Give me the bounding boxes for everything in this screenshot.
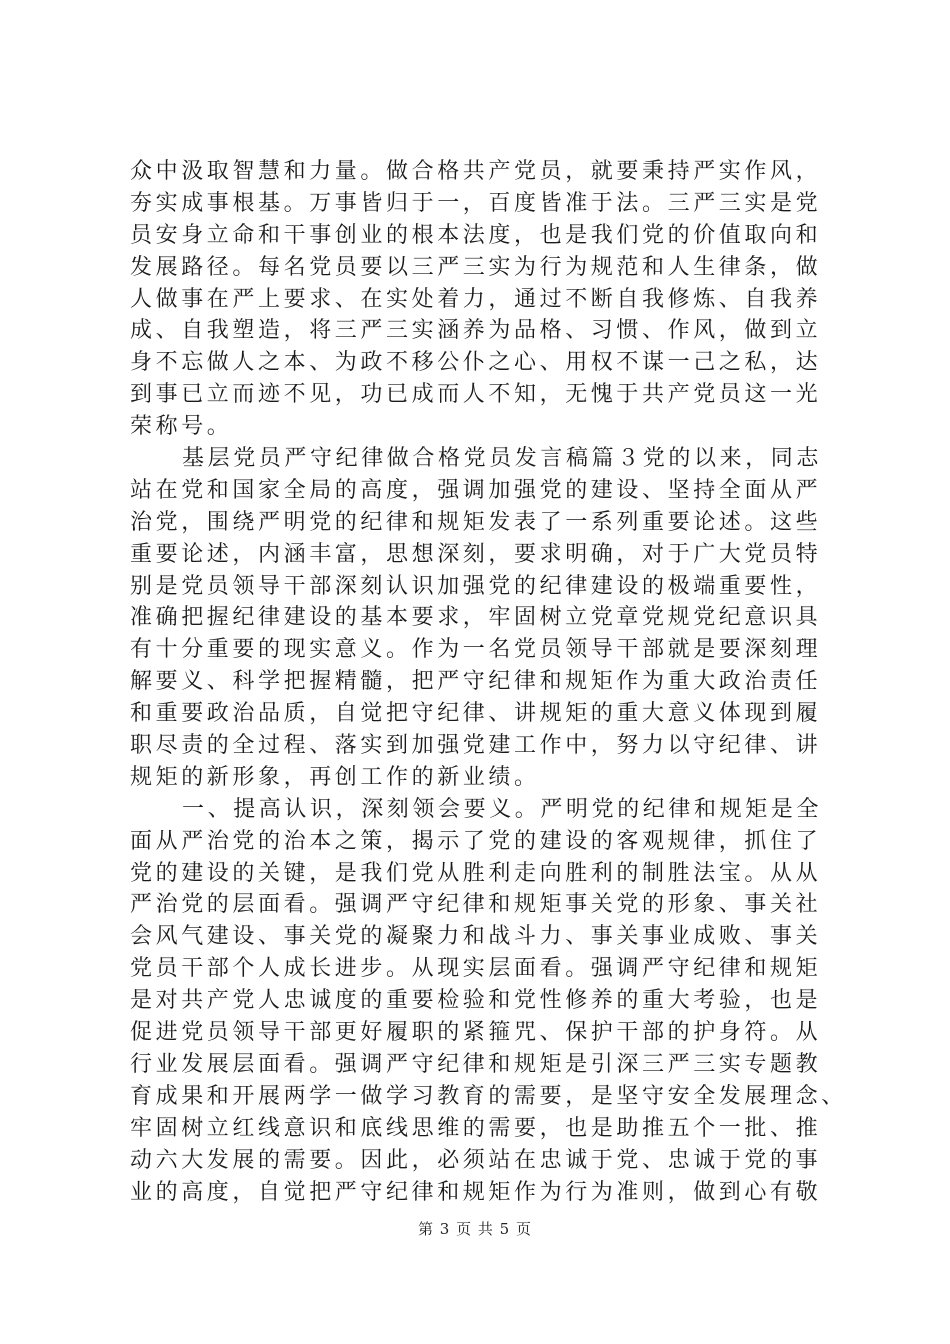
text-line: 是对共产党人忠诚度的重要检验和党性修养的重大考验，也是 — [130, 988, 822, 1014]
text-line: 规矩的新形象，再创工作的新业绩。 — [130, 764, 540, 790]
text-line: 有十分重要的现实意义。作为一名党员领导干部就是要深刻理 — [130, 637, 822, 663]
text-line: 发展路径。每名党员要以三严三实为行为规范和人生律条，做 — [130, 254, 822, 280]
text-line: 严治党的层面看。强调严守纪律和规矩事关党的形象、事关社 — [130, 892, 822, 918]
text-line: 党员干部个人成长进步。从现实层面看。强调严守纪律和规矩 — [130, 956, 822, 982]
document-body — [130, 156, 847, 1208]
paragraph-first-line: 一、提高认识，深刻领会要义。严明党的纪律和规矩是全 — [182, 796, 823, 822]
text-line: 会风气建设、事关党的凝聚力和战斗力、事关事业成败、事关 — [130, 924, 822, 950]
text-line: 重要论述，内涵丰富，思想深刻，要求明确，对于广大党员特 — [130, 541, 822, 567]
text-line: 荣称号。 — [130, 414, 233, 440]
text-line: 身不忘做人之本、为政不移公仆之心、用权不谋一己之私，达 — [130, 350, 822, 376]
text-line: 众中汲取智慧和力量。做合格共产党员，就要秉持严实作风， — [130, 159, 822, 184]
text-line: 面从严治党的治本之策，揭示了党的建设的客观规律，抓住了 — [130, 828, 822, 854]
text-line: 职尽责的全过程、落实到加强党建工作中，努力以守纪律、讲 — [130, 733, 822, 759]
text-line: 人做事在严上要求、在实处着力，通过不断自我修炼、自我养 — [130, 286, 822, 312]
text-line: 党的建设的关键，是我们党从胜利走向胜利的制胜法宝。从从 — [130, 860, 822, 886]
text-line: 和重要政治品质，自觉把守纪律、讲规矩的重大意义体现到履 — [130, 701, 822, 727]
page-number-footer: 第 3 页 共 5 页 — [418, 1220, 532, 1238]
text-line: 动六大发展的需要。因此，必须站在忠诚于党、忠诚于党的事 — [130, 1147, 822, 1173]
text-line: 员安身立命和干事创业的根本法度，也是我们党的价值取向和 — [130, 222, 822, 248]
text-line: 成、自我塑造，将三严三实涵养为品格、习惯、作风，做到立 — [130, 318, 822, 344]
text-line: 夯实成事根基。万事皆归于一，百度皆准于法。三严三实是党 — [130, 190, 822, 216]
paragraph-first-line: 基层党员严守纪律做合格党员发言稿篇３党的以来，同志 — [182, 446, 823, 472]
text-line: 牢固树立红线意识和底线思维的需要，也是助推五个一批、推 — [130, 1115, 822, 1141]
text-line: 促进党员领导干部更好履职的紧箍咒、保护干部的护身符。从 — [130, 1020, 822, 1046]
text-line: 到事已立而迹不见，功已成而人不知，无愧于共产党员这一光 — [130, 382, 822, 408]
text-line: 解要义、科学把握精髓，把严守纪律和规矩作为重大政治责任 — [130, 669, 822, 695]
text-line: 治党，围绕严明党的纪律和规矩发表了一系列重要论述。这些 — [130, 509, 822, 535]
text-line: 站在党和国家全局的高度，强调加强党的建设、坚持全面从严 — [130, 477, 822, 503]
text-line: 准确把握纪律建设的基本要求，牢固树立党章党规党纪意识具 — [130, 605, 822, 631]
text-line: 别是党员领导干部深刻认识加强党的纪律建设的极端重要性， — [130, 573, 822, 599]
text-line: 行业发展层面看。强调严守纪律和规矩是引深三严三实专题教 — [130, 1051, 822, 1077]
text-line: 育成果和开展两学一做学习教育的需要，是坚守安全发展理念、 — [130, 1083, 847, 1109]
text-line: 业的高度，自觉把严守纪律和规矩作为行为准则，做到心有敬 — [130, 1179, 822, 1205]
